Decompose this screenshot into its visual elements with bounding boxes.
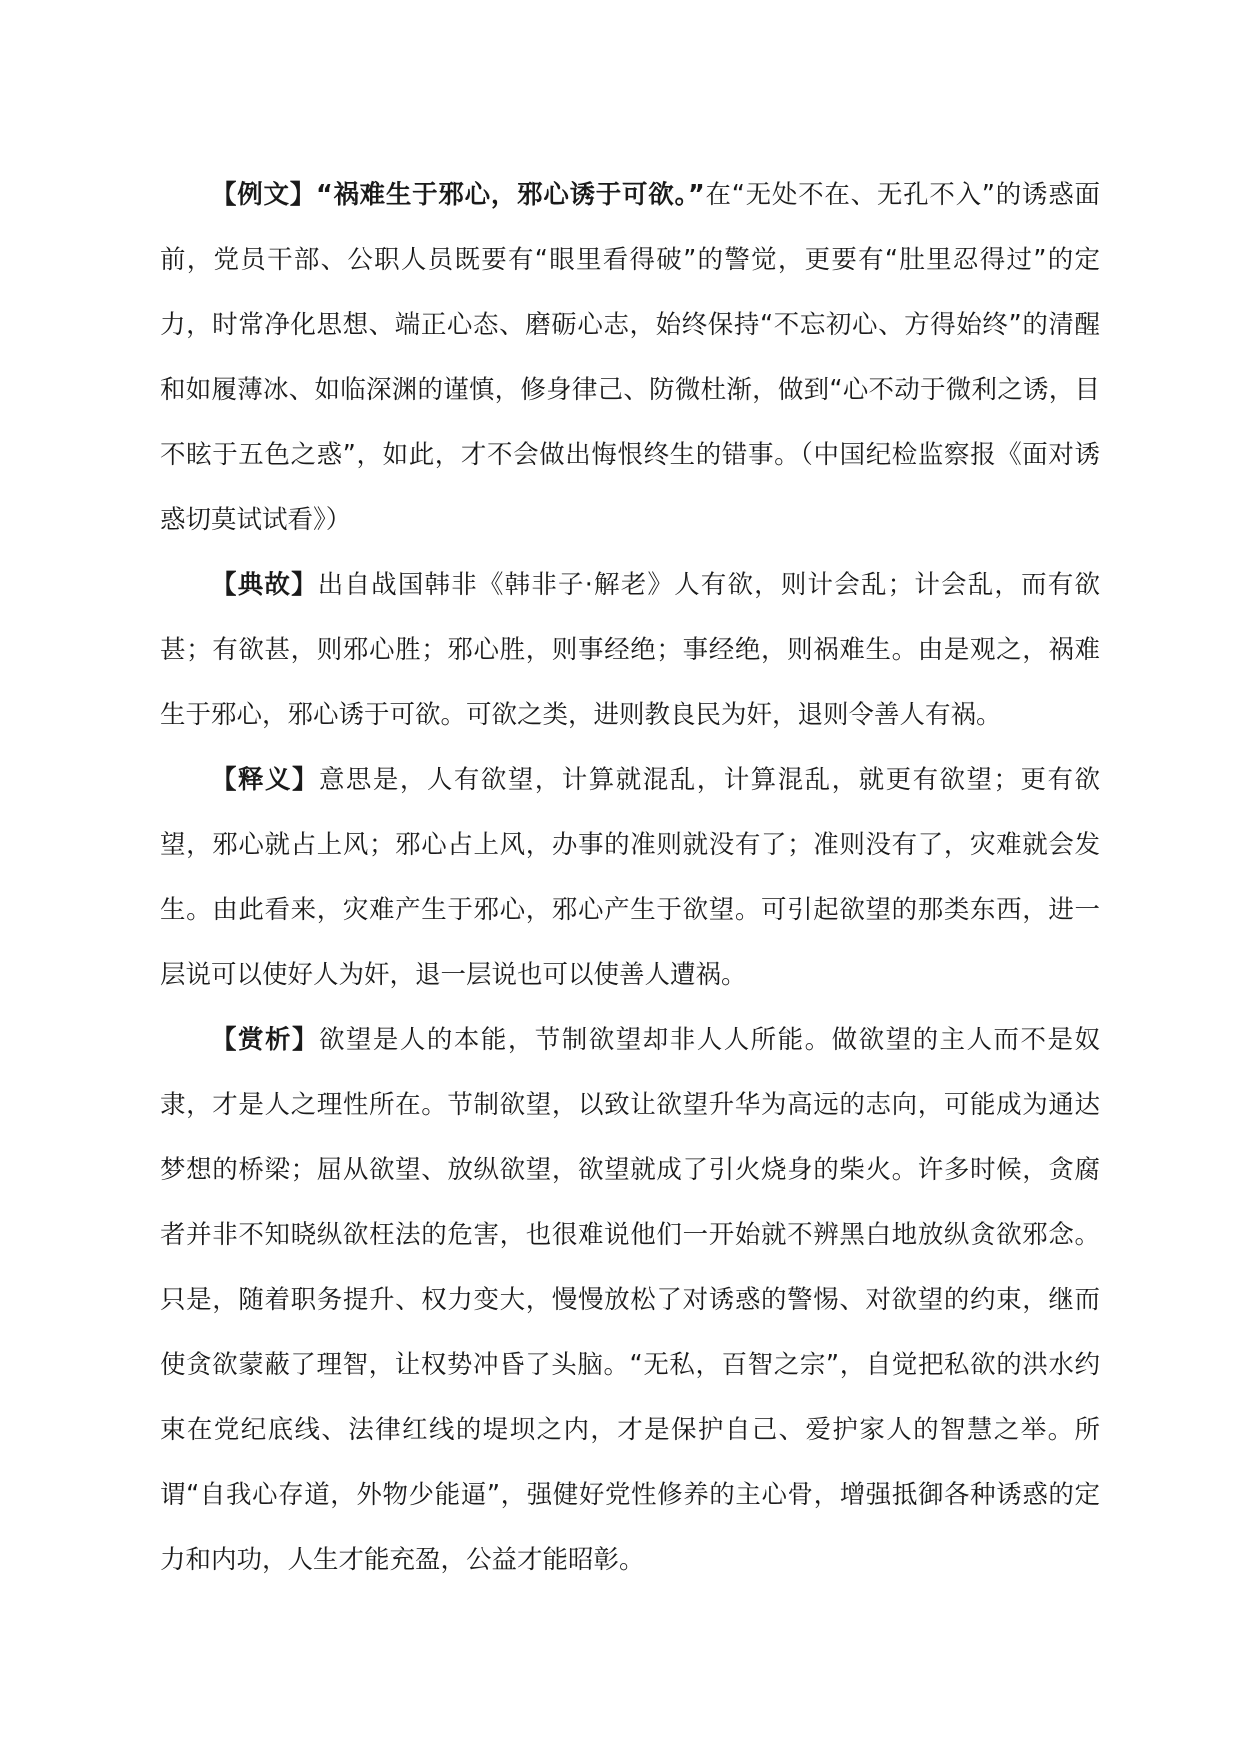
document-page xyxy=(160,163,1100,1593)
section-tag-example: 【例文】 xyxy=(211,180,316,210)
paragraph-allusion xyxy=(160,553,1100,748)
paragraph-appreciation xyxy=(160,1008,1100,1593)
section-tag-allusion: 【典故】 xyxy=(211,570,318,600)
paragraph-meaning xyxy=(160,748,1100,1008)
section-tag-meaning: 【释义】 xyxy=(211,765,319,795)
section-tag-appreciation: 【赏析】 xyxy=(211,1025,319,1055)
paragraph-meaning-text: 意思是，人有欲望，计算就混乱，计算混乱，就更有欲望；更有欲望，邪心就占上风；邪心占上风，办事的准则就没有了；准则没有了，灾难就会发生。由此看来，灾难产生于邪心，邪心产生于欲望。可引起欲望的那类东西，进一层说可以使好人为奸，退一层说也可以使善人遭祸。 xyxy=(160,765,1100,990)
paragraph-example xyxy=(160,163,1100,553)
paragraph-allusion-text: 出自战国韩非《韩非子·解老》人有欲，则计会乱；计会乱，而有欲甚；有欲甚，则邪心胜；邪心胜，则事经绝；事经绝，则祸难生。由是观之，祸难生于邪心，邪心诱于可欲。可欲之类，进则教良民为奸，退则令善人有祸。 xyxy=(160,570,1100,730)
paragraph-example-text: 在“无处不在、无孔不入”的诱惑面前，党员干部、公职人员既要有“眼里看得破”的警觉，更要有“肚里忍得过”的定力，时常净化思想、端正心态、磨砺心志，始终保持“不忘初心、方得始终”的清醒和如履薄冰、如临深渊的谨慎，修身律己、防微杜渐，做到“心不动于微利之诱，目不眩于五色之惑”，如此，才不会做出悔恨终生的错事。（中国纪检监察报《面对诱惑切莫试试看》） xyxy=(160,180,1100,535)
paragraph-appreciation-text: 欲望是人的本能，节制欲望却非人人所能。做欲望的主人而不是奴隶，才是人之理性所在。节制欲望，以致让欲望升华为高远的志向，可能成为通达梦想的桥梁；屈从欲望、放纵欲望，欲望就成了引火烧身的柴火。许多时候，贪腐者并非不知晓纵欲枉法的危害，也很难说他们一开始就不辨黑白地放纵贪欲邪念。只是，随着职务提升、权力变大，慢慢放松了对诱惑的警惕、对欲望的约束，继而使贪欲蒙蔽了理智，让权势冲昏了头脑。“无私，百智之宗”，自觉把私欲的洪水约束在党纪底线、法律红线的堤坝之内，才是保护自己、爱护家人的智慧之举。所谓“自我心存道，外物少能逼”，强健好党性修养的主心骨，增强抵御各种诱惑的定力和内功，人生才能充盈，公益才能昭彰。 xyxy=(160,1025,1100,1575)
example-quote: “祸难生于邪心，邪心诱于可欲。” xyxy=(315,180,705,210)
